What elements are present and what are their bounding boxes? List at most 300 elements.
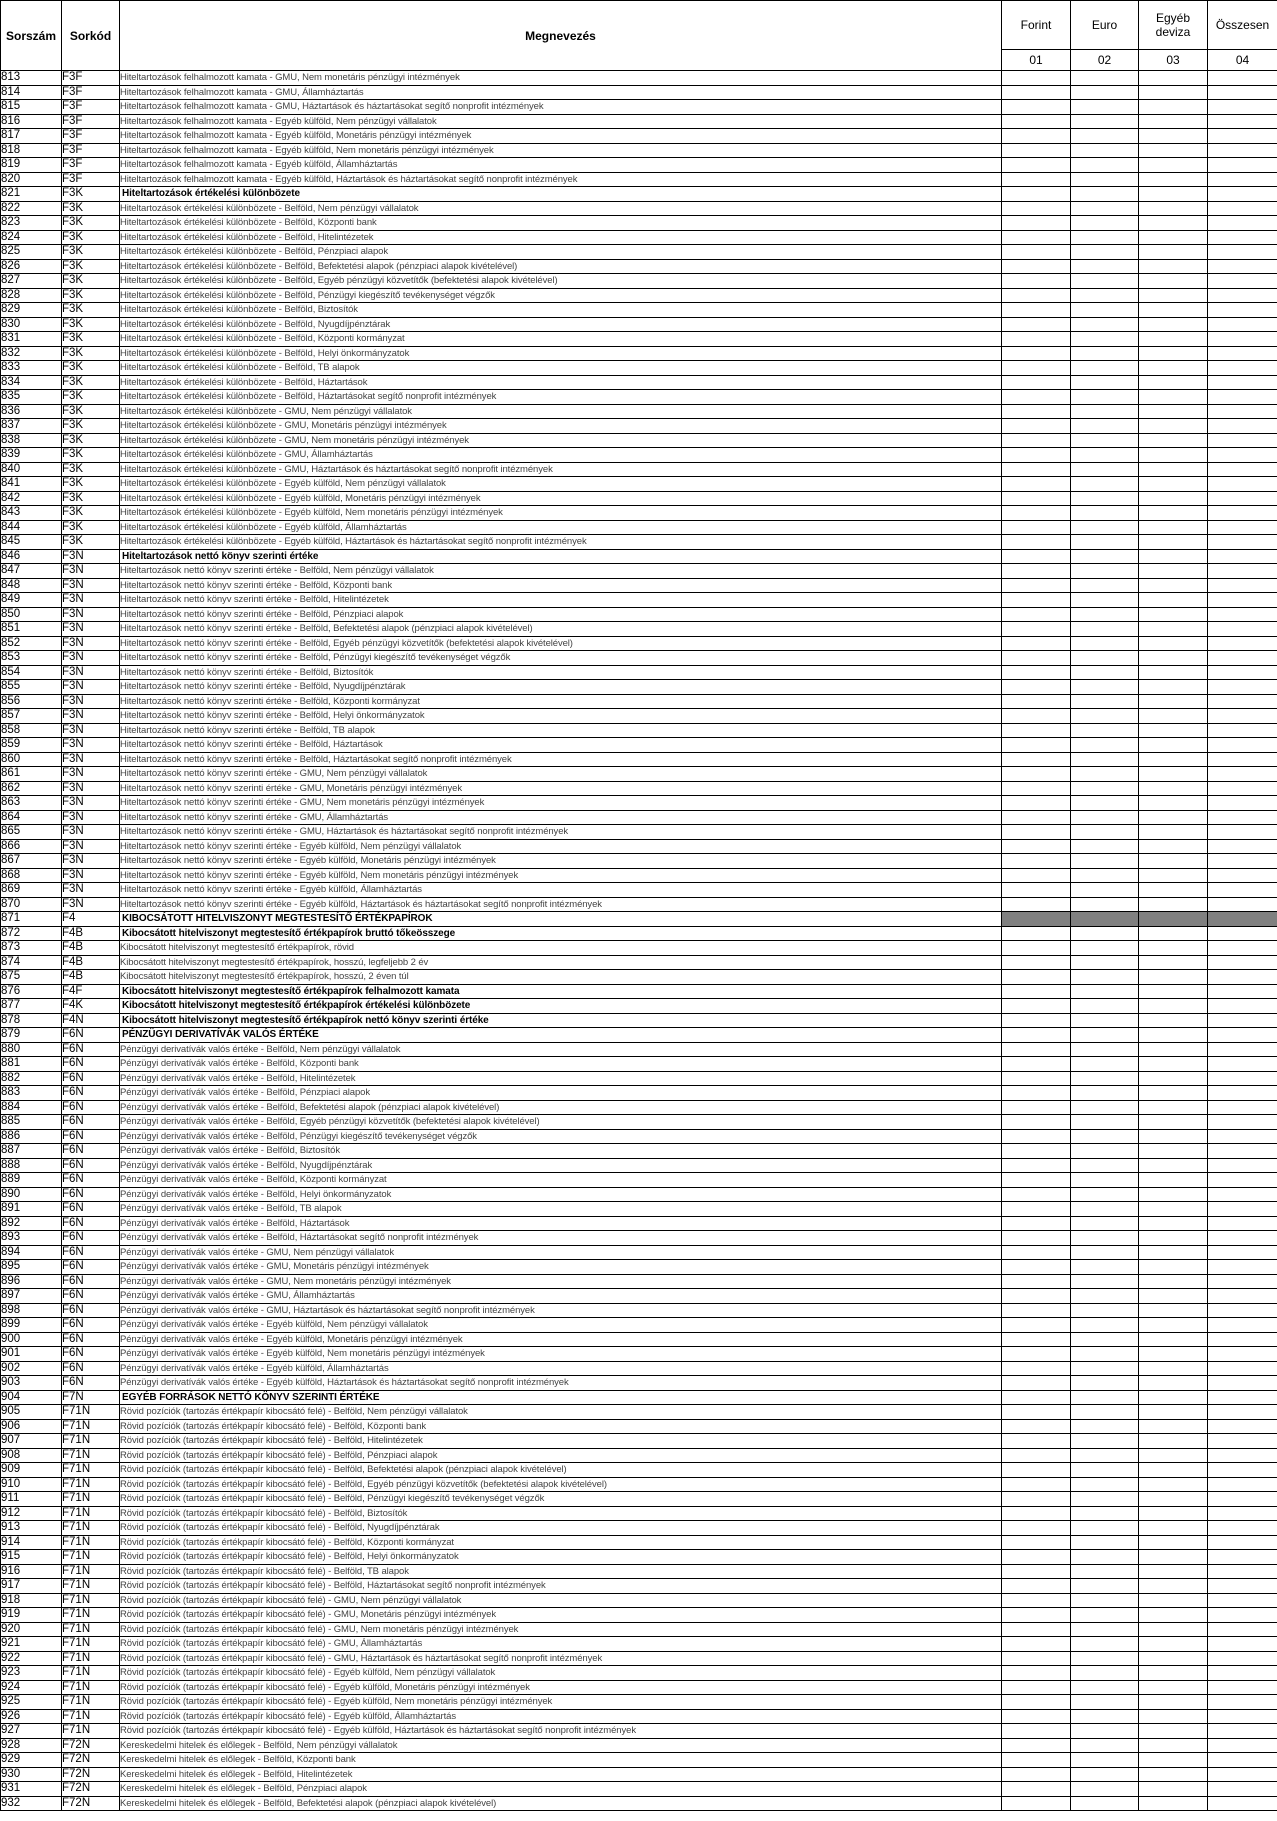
value-cell-euro[interactable]	[1071, 1709, 1139, 1724]
value-cell-osszesen[interactable]	[1208, 767, 1277, 782]
value-cell-osszesen[interactable]	[1208, 1550, 1277, 1565]
value-cell-egyeb-deviza[interactable]	[1139, 1651, 1208, 1666]
value-cell-osszesen[interactable]	[1208, 694, 1277, 709]
value-cell-forint[interactable]	[1002, 1782, 1071, 1797]
value-cell-egyeb-deviza[interactable]	[1139, 680, 1208, 695]
value-cell-osszesen[interactable]	[1208, 390, 1277, 405]
value-cell-egyeb-deviza[interactable]	[1139, 1158, 1208, 1173]
value-cell-forint[interactable]	[1002, 1608, 1071, 1623]
value-cell-osszesen[interactable]	[1208, 680, 1277, 695]
value-cell-euro[interactable]	[1071, 1376, 1139, 1391]
value-cell-euro[interactable]	[1071, 1622, 1139, 1637]
value-cell-egyeb-deviza[interactable]	[1139, 1579, 1208, 1594]
value-cell-forint[interactable]	[1002, 1579, 1071, 1594]
value-cell-osszesen[interactable]	[1208, 622, 1277, 637]
value-cell-forint[interactable]	[1002, 1521, 1071, 1536]
value-cell-egyeb-deviza[interactable]	[1139, 477, 1208, 492]
value-cell-egyeb-deviza[interactable]	[1139, 781, 1208, 796]
value-cell-euro[interactable]	[1071, 1129, 1139, 1144]
value-cell-osszesen[interactable]	[1208, 216, 1277, 231]
value-cell-egyeb-deviza[interactable]	[1139, 1231, 1208, 1246]
value-cell-euro[interactable]	[1071, 1173, 1139, 1188]
value-cell-forint[interactable]	[1002, 1260, 1071, 1275]
value-cell-egyeb-deviza[interactable]	[1139, 187, 1208, 202]
value-cell-forint[interactable]	[1002, 1129, 1071, 1144]
value-cell-egyeb-deviza[interactable]	[1139, 1303, 1208, 1318]
value-cell-osszesen[interactable]	[1208, 477, 1277, 492]
value-cell-osszesen[interactable]	[1208, 1782, 1277, 1797]
value-cell-forint[interactable]	[1002, 1390, 1071, 1405]
value-cell-euro[interactable]	[1071, 143, 1139, 158]
value-cell-egyeb-deviza[interactable]	[1139, 1071, 1208, 1086]
value-cell-osszesen[interactable]	[1208, 926, 1277, 941]
value-cell-osszesen[interactable]	[1208, 1695, 1277, 1710]
value-cell-egyeb-deviza[interactable]	[1139, 1767, 1208, 1782]
value-cell-egyeb-deviza[interactable]	[1139, 85, 1208, 100]
value-cell-egyeb-deviza[interactable]	[1139, 1680, 1208, 1695]
value-cell-osszesen[interactable]	[1208, 1535, 1277, 1550]
value-cell-osszesen[interactable]	[1208, 187, 1277, 202]
value-cell-osszesen[interactable]	[1208, 970, 1277, 985]
value-cell-osszesen[interactable]	[1208, 1564, 1277, 1579]
value-cell-egyeb-deviza[interactable]	[1139, 1086, 1208, 1101]
value-cell-euro[interactable]	[1071, 636, 1139, 651]
value-cell-osszesen[interactable]	[1208, 114, 1277, 129]
value-cell-euro[interactable]	[1071, 1448, 1139, 1463]
value-cell-egyeb-deviza[interactable]	[1139, 1144, 1208, 1159]
value-cell-egyeb-deviza[interactable]	[1139, 883, 1208, 898]
value-cell-forint[interactable]	[1002, 1013, 1071, 1028]
value-cell-egyeb-deviza[interactable]	[1139, 491, 1208, 506]
value-cell-euro[interactable]	[1071, 825, 1139, 840]
value-cell-forint[interactable]	[1002, 883, 1071, 898]
value-cell-forint[interactable]	[1002, 1231, 1071, 1246]
value-cell-forint[interactable]	[1002, 912, 1071, 927]
value-cell-forint[interactable]	[1002, 781, 1071, 796]
value-cell-forint[interactable]	[1002, 1463, 1071, 1478]
value-cell-euro[interactable]	[1071, 419, 1139, 434]
value-cell-euro[interactable]	[1071, 781, 1139, 796]
value-cell-egyeb-deviza[interactable]	[1139, 1622, 1208, 1637]
value-cell-egyeb-deviza[interactable]	[1139, 1434, 1208, 1449]
value-cell-euro[interactable]	[1071, 723, 1139, 738]
value-cell-euro[interactable]	[1071, 1144, 1139, 1159]
value-cell-egyeb-deviza[interactable]	[1139, 622, 1208, 637]
value-cell-forint[interactable]	[1002, 868, 1071, 883]
value-cell-forint[interactable]	[1002, 100, 1071, 115]
value-cell-euro[interactable]	[1071, 448, 1139, 463]
value-cell-osszesen[interactable]	[1208, 1738, 1277, 1753]
value-cell-osszesen[interactable]	[1208, 375, 1277, 390]
value-cell-euro[interactable]	[1071, 1086, 1139, 1101]
value-cell-euro[interactable]	[1071, 767, 1139, 782]
value-cell-osszesen[interactable]	[1208, 1231, 1277, 1246]
value-cell-osszesen[interactable]	[1208, 1042, 1277, 1057]
value-cell-forint[interactable]	[1002, 1173, 1071, 1188]
value-cell-egyeb-deviza[interactable]	[1139, 1173, 1208, 1188]
value-cell-egyeb-deviza[interactable]	[1139, 549, 1208, 564]
value-cell-euro[interactable]	[1071, 868, 1139, 883]
value-cell-osszesen[interactable]	[1208, 520, 1277, 535]
value-cell-forint[interactable]	[1002, 767, 1071, 782]
value-cell-euro[interactable]	[1071, 912, 1139, 927]
value-cell-forint[interactable]	[1002, 1419, 1071, 1434]
value-cell-forint[interactable]	[1002, 651, 1071, 666]
value-cell-osszesen[interactable]	[1208, 1405, 1277, 1420]
value-cell-euro[interactable]	[1071, 375, 1139, 390]
value-cell-euro[interactable]	[1071, 1782, 1139, 1797]
value-cell-egyeb-deviza[interactable]	[1139, 1274, 1208, 1289]
value-cell-osszesen[interactable]	[1208, 1390, 1277, 1405]
value-cell-egyeb-deviza[interactable]	[1139, 1187, 1208, 1202]
value-cell-forint[interactable]	[1002, 1477, 1071, 1492]
value-cell-egyeb-deviza[interactable]	[1139, 1289, 1208, 1304]
value-cell-egyeb-deviza[interactable]	[1139, 665, 1208, 680]
value-cell-osszesen[interactable]	[1208, 752, 1277, 767]
value-cell-forint[interactable]	[1002, 1680, 1071, 1695]
value-cell-euro[interactable]	[1071, 1405, 1139, 1420]
value-cell-forint[interactable]	[1002, 854, 1071, 869]
value-cell-forint[interactable]	[1002, 187, 1071, 202]
value-cell-osszesen[interactable]	[1208, 1593, 1277, 1608]
value-cell-euro[interactable]	[1071, 245, 1139, 260]
value-cell-euro[interactable]	[1071, 854, 1139, 869]
value-cell-egyeb-deviza[interactable]	[1139, 970, 1208, 985]
value-cell-osszesen[interactable]	[1208, 1303, 1277, 1318]
value-cell-euro[interactable]	[1071, 1332, 1139, 1347]
value-cell-egyeb-deviza[interactable]	[1139, 1753, 1208, 1768]
value-cell-egyeb-deviza[interactable]	[1139, 1521, 1208, 1536]
value-cell-forint[interactable]	[1002, 1086, 1071, 1101]
value-cell-osszesen[interactable]	[1208, 564, 1277, 579]
value-cell-osszesen[interactable]	[1208, 332, 1277, 347]
value-cell-forint[interactable]	[1002, 897, 1071, 912]
value-cell-euro[interactable]	[1071, 477, 1139, 492]
value-cell-osszesen[interactable]	[1208, 912, 1277, 927]
value-cell-osszesen[interactable]	[1208, 1158, 1277, 1173]
value-cell-osszesen[interactable]	[1208, 71, 1277, 86]
value-cell-forint[interactable]	[1002, 1057, 1071, 1072]
value-cell-osszesen[interactable]	[1208, 1521, 1277, 1536]
value-cell-euro[interactable]	[1071, 564, 1139, 579]
value-cell-euro[interactable]	[1071, 346, 1139, 361]
value-cell-forint[interactable]	[1002, 317, 1071, 332]
value-cell-forint[interactable]	[1002, 288, 1071, 303]
value-cell-egyeb-deviza[interactable]	[1139, 593, 1208, 608]
value-cell-egyeb-deviza[interactable]	[1139, 71, 1208, 86]
value-cell-osszesen[interactable]	[1208, 1071, 1277, 1086]
value-cell-egyeb-deviza[interactable]	[1139, 709, 1208, 724]
value-cell-egyeb-deviza[interactable]	[1139, 506, 1208, 521]
value-cell-egyeb-deviza[interactable]	[1139, 1724, 1208, 1739]
value-cell-egyeb-deviza[interactable]	[1139, 694, 1208, 709]
value-cell-egyeb-deviza[interactable]	[1139, 1419, 1208, 1434]
value-cell-euro[interactable]	[1071, 752, 1139, 767]
value-cell-euro[interactable]	[1071, 1680, 1139, 1695]
value-cell-forint[interactable]	[1002, 1434, 1071, 1449]
value-cell-osszesen[interactable]	[1208, 810, 1277, 825]
value-cell-osszesen[interactable]	[1208, 1709, 1277, 1724]
value-cell-forint[interactable]	[1002, 71, 1071, 86]
value-cell-euro[interactable]	[1071, 1593, 1139, 1608]
value-cell-osszesen[interactable]	[1208, 883, 1277, 898]
value-cell-forint[interactable]	[1002, 1405, 1071, 1420]
value-cell-euro[interactable]	[1071, 303, 1139, 318]
value-cell-forint[interactable]	[1002, 1709, 1071, 1724]
value-cell-forint[interactable]	[1002, 1158, 1071, 1173]
value-cell-forint[interactable]	[1002, 1666, 1071, 1681]
value-cell-euro[interactable]	[1071, 1274, 1139, 1289]
value-cell-euro[interactable]	[1071, 274, 1139, 289]
value-cell-osszesen[interactable]	[1208, 1260, 1277, 1275]
value-cell-forint[interactable]	[1002, 680, 1071, 695]
value-cell-egyeb-deviza[interactable]	[1139, 810, 1208, 825]
value-cell-euro[interactable]	[1071, 114, 1139, 129]
value-cell-forint[interactable]	[1002, 201, 1071, 216]
value-cell-egyeb-deviza[interactable]	[1139, 1042, 1208, 1057]
value-cell-osszesen[interactable]	[1208, 839, 1277, 854]
value-cell-egyeb-deviza[interactable]	[1139, 607, 1208, 622]
value-cell-osszesen[interactable]	[1208, 1245, 1277, 1260]
value-cell-forint[interactable]	[1002, 549, 1071, 564]
value-cell-egyeb-deviza[interactable]	[1139, 433, 1208, 448]
value-cell-egyeb-deviza[interactable]	[1139, 1100, 1208, 1115]
value-cell-osszesen[interactable]	[1208, 1361, 1277, 1376]
value-cell-euro[interactable]	[1071, 897, 1139, 912]
value-cell-egyeb-deviza[interactable]	[1139, 1376, 1208, 1391]
value-cell-euro[interactable]	[1071, 520, 1139, 535]
value-cell-forint[interactable]	[1002, 1361, 1071, 1376]
value-cell-euro[interactable]	[1071, 71, 1139, 86]
value-cell-osszesen[interactable]	[1208, 1347, 1277, 1362]
value-cell-euro[interactable]	[1071, 1738, 1139, 1753]
value-cell-euro[interactable]	[1071, 1347, 1139, 1362]
value-cell-osszesen[interactable]	[1208, 897, 1277, 912]
value-cell-osszesen[interactable]	[1208, 1666, 1277, 1681]
value-cell-egyeb-deviza[interactable]	[1139, 1666, 1208, 1681]
value-cell-egyeb-deviza[interactable]	[1139, 1013, 1208, 1028]
value-cell-osszesen[interactable]	[1208, 955, 1277, 970]
value-cell-euro[interactable]	[1071, 1608, 1139, 1623]
value-cell-euro[interactable]	[1071, 491, 1139, 506]
value-cell-forint[interactable]	[1002, 941, 1071, 956]
value-cell-osszesen[interactable]	[1208, 404, 1277, 419]
value-cell-forint[interactable]	[1002, 1332, 1071, 1347]
value-cell-egyeb-deviza[interactable]	[1139, 1361, 1208, 1376]
value-cell-osszesen[interactable]	[1208, 781, 1277, 796]
value-cell-egyeb-deviza[interactable]	[1139, 172, 1208, 187]
value-cell-osszesen[interactable]	[1208, 172, 1277, 187]
value-cell-forint[interactable]	[1002, 375, 1071, 390]
value-cell-euro[interactable]	[1071, 1013, 1139, 1028]
value-cell-osszesen[interactable]	[1208, 1680, 1277, 1695]
value-cell-osszesen[interactable]	[1208, 361, 1277, 376]
value-cell-osszesen[interactable]	[1208, 288, 1277, 303]
value-cell-egyeb-deviza[interactable]	[1139, 1637, 1208, 1652]
value-cell-forint[interactable]	[1002, 1492, 1071, 1507]
value-cell-euro[interactable]	[1071, 796, 1139, 811]
value-cell-forint[interactable]	[1002, 1767, 1071, 1782]
value-cell-forint[interactable]	[1002, 404, 1071, 419]
value-cell-euro[interactable]	[1071, 549, 1139, 564]
value-cell-egyeb-deviza[interactable]	[1139, 564, 1208, 579]
value-cell-euro[interactable]	[1071, 1477, 1139, 1492]
value-cell-osszesen[interactable]	[1208, 1434, 1277, 1449]
value-cell-osszesen[interactable]	[1208, 433, 1277, 448]
value-cell-forint[interactable]	[1002, 839, 1071, 854]
value-cell-egyeb-deviza[interactable]	[1139, 1477, 1208, 1492]
value-cell-osszesen[interactable]	[1208, 1767, 1277, 1782]
value-cell-euro[interactable]	[1071, 1289, 1139, 1304]
value-cell-egyeb-deviza[interactable]	[1139, 274, 1208, 289]
value-cell-osszesen[interactable]	[1208, 1216, 1277, 1231]
value-cell-egyeb-deviza[interactable]	[1139, 636, 1208, 651]
value-cell-osszesen[interactable]	[1208, 1202, 1277, 1217]
value-cell-forint[interactable]	[1002, 129, 1071, 144]
value-cell-forint[interactable]	[1002, 346, 1071, 361]
value-cell-osszesen[interactable]	[1208, 999, 1277, 1014]
value-cell-euro[interactable]	[1071, 506, 1139, 521]
value-cell-osszesen[interactable]	[1208, 1463, 1277, 1478]
value-cell-euro[interactable]	[1071, 1361, 1139, 1376]
value-cell-forint[interactable]	[1002, 709, 1071, 724]
value-cell-osszesen[interactable]	[1208, 1086, 1277, 1101]
value-cell-osszesen[interactable]	[1208, 1144, 1277, 1159]
value-cell-forint[interactable]	[1002, 970, 1071, 985]
value-cell-euro[interactable]	[1071, 1100, 1139, 1115]
value-cell-euro[interactable]	[1071, 404, 1139, 419]
value-cell-euro[interactable]	[1071, 201, 1139, 216]
value-cell-osszesen[interactable]	[1208, 1332, 1277, 1347]
value-cell-osszesen[interactable]	[1208, 1608, 1277, 1623]
value-cell-egyeb-deviza[interactable]	[1139, 1115, 1208, 1130]
value-cell-forint[interactable]	[1002, 810, 1071, 825]
value-cell-osszesen[interactable]	[1208, 738, 1277, 753]
value-cell-euro[interactable]	[1071, 1724, 1139, 1739]
value-cell-egyeb-deviza[interactable]	[1139, 288, 1208, 303]
value-cell-egyeb-deviza[interactable]	[1139, 520, 1208, 535]
value-cell-euro[interactable]	[1071, 1216, 1139, 1231]
value-cell-euro[interactable]	[1071, 172, 1139, 187]
value-cell-egyeb-deviza[interactable]	[1139, 839, 1208, 854]
value-cell-osszesen[interactable]	[1208, 868, 1277, 883]
value-cell-euro[interactable]	[1071, 941, 1139, 956]
value-cell-egyeb-deviza[interactable]	[1139, 984, 1208, 999]
value-cell-osszesen[interactable]	[1208, 636, 1277, 651]
value-cell-forint[interactable]	[1002, 999, 1071, 1014]
value-cell-osszesen[interactable]	[1208, 1506, 1277, 1521]
value-cell-osszesen[interactable]	[1208, 593, 1277, 608]
value-cell-forint[interactable]	[1002, 825, 1071, 840]
value-cell-euro[interactable]	[1071, 1535, 1139, 1550]
value-cell-euro[interactable]	[1071, 883, 1139, 898]
value-cell-egyeb-deviza[interactable]	[1139, 1347, 1208, 1362]
value-cell-forint[interactable]	[1002, 665, 1071, 680]
value-cell-euro[interactable]	[1071, 85, 1139, 100]
value-cell-euro[interactable]	[1071, 810, 1139, 825]
value-cell-osszesen[interactable]	[1208, 1274, 1277, 1289]
value-cell-egyeb-deviza[interactable]	[1139, 767, 1208, 782]
value-cell-euro[interactable]	[1071, 1434, 1139, 1449]
value-cell-osszesen[interactable]	[1208, 535, 1277, 550]
value-cell-forint[interactable]	[1002, 1535, 1071, 1550]
value-cell-euro[interactable]	[1071, 1042, 1139, 1057]
value-cell-egyeb-deviza[interactable]	[1139, 259, 1208, 274]
value-cell-euro[interactable]	[1071, 259, 1139, 274]
value-cell-euro[interactable]	[1071, 1695, 1139, 1710]
value-cell-forint[interactable]	[1002, 477, 1071, 492]
value-cell-euro[interactable]	[1071, 1318, 1139, 1333]
value-cell-euro[interactable]	[1071, 433, 1139, 448]
value-cell-euro[interactable]	[1071, 999, 1139, 1014]
value-cell-forint[interactable]	[1002, 506, 1071, 521]
value-cell-forint[interactable]	[1002, 535, 1071, 550]
value-cell-forint[interactable]	[1002, 796, 1071, 811]
value-cell-osszesen[interactable]	[1208, 1376, 1277, 1391]
value-cell-egyeb-deviza[interactable]	[1139, 129, 1208, 144]
value-cell-osszesen[interactable]	[1208, 1057, 1277, 1072]
value-cell-forint[interactable]	[1002, 172, 1071, 187]
value-cell-euro[interactable]	[1071, 955, 1139, 970]
value-cell-egyeb-deviza[interactable]	[1139, 1782, 1208, 1797]
value-cell-osszesen[interactable]	[1208, 1289, 1277, 1304]
value-cell-egyeb-deviza[interactable]	[1139, 332, 1208, 347]
value-cell-egyeb-deviza[interactable]	[1139, 201, 1208, 216]
value-cell-osszesen[interactable]	[1208, 1651, 1277, 1666]
value-cell-egyeb-deviza[interactable]	[1139, 1535, 1208, 1550]
value-cell-forint[interactable]	[1002, 216, 1071, 231]
value-cell-osszesen[interactable]	[1208, 709, 1277, 724]
value-cell-forint[interactable]	[1002, 520, 1071, 535]
value-cell-euro[interactable]	[1071, 317, 1139, 332]
value-cell-osszesen[interactable]	[1208, 1724, 1277, 1739]
value-cell-forint[interactable]	[1002, 158, 1071, 173]
value-cell-egyeb-deviza[interactable]	[1139, 1057, 1208, 1072]
value-cell-egyeb-deviza[interactable]	[1139, 1796, 1208, 1811]
value-cell-forint[interactable]	[1002, 143, 1071, 158]
value-cell-forint[interactable]	[1002, 1448, 1071, 1463]
value-cell-euro[interactable]	[1071, 1550, 1139, 1565]
value-cell-euro[interactable]	[1071, 1637, 1139, 1652]
value-cell-egyeb-deviza[interactable]	[1139, 868, 1208, 883]
value-cell-euro[interactable]	[1071, 1390, 1139, 1405]
value-cell-forint[interactable]	[1002, 578, 1071, 593]
value-cell-euro[interactable]	[1071, 694, 1139, 709]
value-cell-osszesen[interactable]	[1208, 1753, 1277, 1768]
value-cell-egyeb-deviza[interactable]	[1139, 448, 1208, 463]
value-cell-osszesen[interactable]	[1208, 665, 1277, 680]
value-cell-forint[interactable]	[1002, 564, 1071, 579]
value-cell-osszesen[interactable]	[1208, 723, 1277, 738]
value-cell-egyeb-deviza[interactable]	[1139, 912, 1208, 927]
value-cell-euro[interactable]	[1071, 1767, 1139, 1782]
value-cell-osszesen[interactable]	[1208, 462, 1277, 477]
value-cell-osszesen[interactable]	[1208, 419, 1277, 434]
value-cell-egyeb-deviza[interactable]	[1139, 1202, 1208, 1217]
value-cell-forint[interactable]	[1002, 332, 1071, 347]
value-cell-euro[interactable]	[1071, 187, 1139, 202]
value-cell-osszesen[interactable]	[1208, 1187, 1277, 1202]
value-cell-forint[interactable]	[1002, 607, 1071, 622]
value-cell-euro[interactable]	[1071, 839, 1139, 854]
value-cell-euro[interactable]	[1071, 1245, 1139, 1260]
value-cell-forint[interactable]	[1002, 491, 1071, 506]
value-cell-osszesen[interactable]	[1208, 100, 1277, 115]
value-cell-osszesen[interactable]	[1208, 854, 1277, 869]
value-cell-egyeb-deviza[interactable]	[1139, 1492, 1208, 1507]
value-cell-euro[interactable]	[1071, 1057, 1139, 1072]
value-cell-egyeb-deviza[interactable]	[1139, 1216, 1208, 1231]
